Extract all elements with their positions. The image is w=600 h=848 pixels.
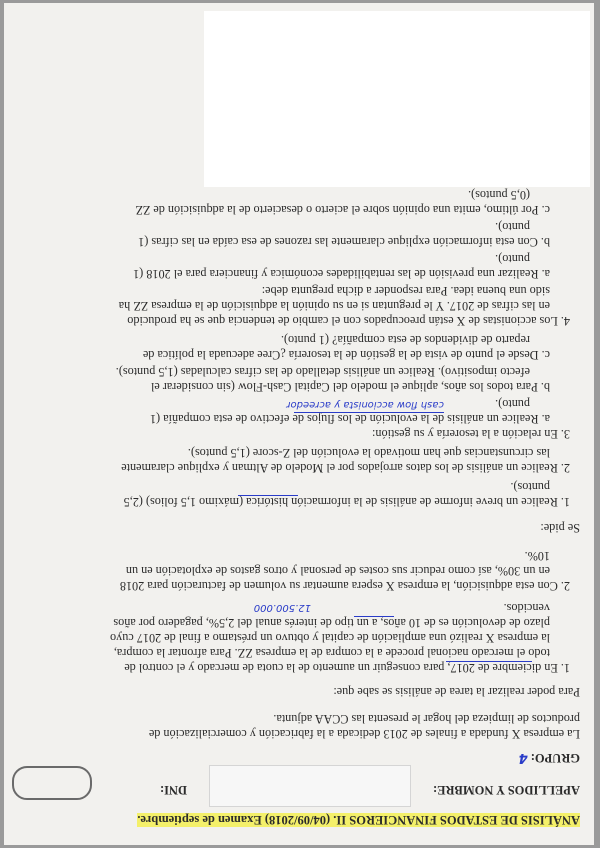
question-1-line-1: 1. Realice un breve informe de análisis de la información histórica (máximo 1,5 folios) (2,5 (123, 495, 570, 509)
fact-line-4: plazo de devolución es de 10 años, a un tipo de interés anual del 2,5%, pagadero por años (113, 616, 550, 630)
question-4a-line-1: a. Realizar una previsión de las rentabilidades económica y financiera para el 2018 (1 (133, 267, 550, 281)
pen-underline (354, 616, 394, 617)
blank-paper-area (204, 11, 590, 187)
question-4a-line-2: punto). (495, 252, 530, 266)
grupo-label: GRUPO: 4 (518, 750, 580, 765)
question-2-line-2: las circunstancias que han motivado la evolución del Z-score (1,5 puntos). (187, 446, 550, 460)
intro-line-3: Para poder realizar la tarea de análisis se sabe que: (333, 685, 580, 699)
question-4-line-2: en las cifras de 2017. Y le preguntan si en su opinión la adquisición de la empresa ZZ ha (118, 299, 550, 313)
fact-line-2: todo el mercado nacional procede a la compra de la empresa ZZ. Para afrontar la compra, (113, 646, 550, 660)
fact-line-6: 2. Con esta adquisición, la empresa X espera aumentar su volumen de facturación para 2018 (119, 579, 570, 593)
question-2-line-1: 2. Realice un análisis de los datos arrojados por el Modelo de Altman y explique claramente (121, 461, 570, 475)
question-3b-line-1: b. Para todos los años, aplique el modelo del Capital Cash-Flow (sin considerar el (150, 380, 550, 394)
intro-line-2: productos de limpieza del hogar le presenta las CCAA adjunta. (273, 712, 580, 726)
pen-underline (446, 661, 532, 662)
staple-mark (12, 766, 92, 800)
handwritten-loan-amount: 12.500.000 (253, 602, 311, 613)
fact-line-1: 1. En diciembre de 2017, para conseguir un aumento de la cuota de mercado y el control de (124, 661, 570, 675)
se-pide: Se pide: (540, 521, 580, 535)
exam-title: ANÁLISIS DE ESTADOS FINANCIEROS II. (04/09/2018) Examen de septiembre. (137, 813, 580, 827)
question-3b-line-2: efecto impositivo). Realice un análisis detallado de las cifras calculadas (1,5 puntos). (115, 365, 530, 379)
fact-line-5: vencidos. (503, 601, 550, 615)
question-3-intro: 3. En relación a la tesorería y su gestión: (372, 427, 570, 441)
fact-line-8: 10%. (524, 549, 550, 563)
question-4b-line-2: punto). (495, 220, 530, 234)
question-3a-line-1: a. Realice un análisis de la evolución de los flujos de efectivo de esta compañía (1 (149, 412, 550, 426)
question-1-line-2: puntos). (510, 480, 550, 494)
exam-sheet (4, 3, 594, 845)
pen-underline (294, 412, 444, 413)
question-3a-line-2: punto). (495, 397, 530, 411)
intro-line-1: La empresa X fundada a finales de 2013 dedicada a la fabricación y comercialización de (148, 727, 580, 741)
name-redaction-box (209, 765, 411, 807)
apellidos-label: APELLIDOS Y NOMBRE: (432, 783, 580, 797)
question-4-line-3: sido una buena idea. Para responder a dicha pregunta debe: (261, 284, 550, 298)
question-4-line-1: 4. Los accionistas de X están preocupados con el cambio de tendencia que se ha producido (127, 314, 570, 328)
pen-underline (238, 495, 298, 496)
grupo-value: 4 (518, 750, 528, 765)
fact-line-7: en un 30%, así como reducir sus costes de personal y otros gastos de explotación en un (125, 564, 550, 578)
question-3c-line-2: reparto de dividendos de esta compañía? (1 punto). (280, 333, 530, 347)
question-4c-line-2: (0,5 puntos). (468, 188, 530, 202)
question-4b-line-1: b. Con esta información explique claramente las razones de esa caída en las cifras (1 (138, 235, 550, 249)
fact-line-3: la empresa X realizó una ampliación de capital y obtuvo un préstamo a final de 2017 cuyo (110, 631, 550, 645)
handwritten-cashflow-note: cash flow accionista y acreedor (286, 399, 444, 410)
dni-label: DNI: (159, 783, 187, 797)
question-4c-line-1: c. Por último, emita una opinión sobre el acierto o desacierto de la adquisición de ZZ (135, 203, 550, 217)
question-3c-line-1: c. Desde el punto de vista de la gestión de la tesorería ¿Cree adecuada la política de (142, 348, 550, 362)
